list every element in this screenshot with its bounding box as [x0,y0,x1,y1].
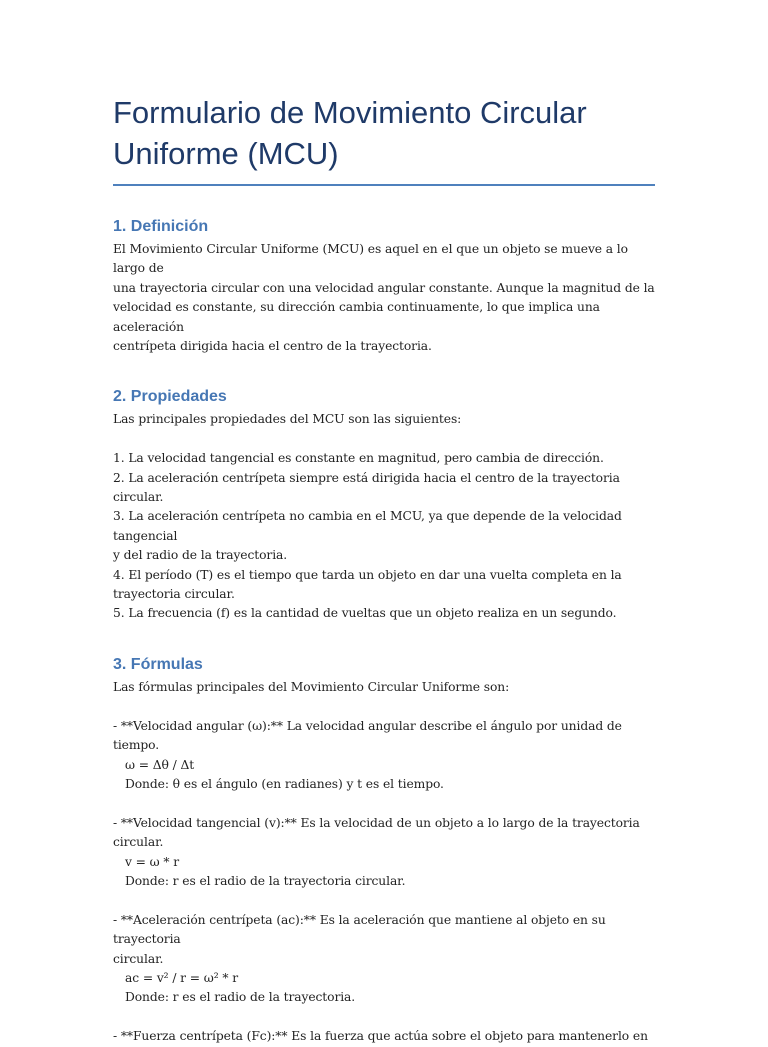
section-heading: 1. Definición [113,218,209,235]
section-definicion [113,216,655,356]
text-line: circular. [113,835,164,850]
formula-description [113,911,655,969]
formula-note: Donde: r es el radio de la trayectoria circular. [125,873,406,888]
text-line: centrípeta dirigida hacia el centro de la trayectoria. [113,339,432,354]
list-item: 1. La velocidad tangencial es constante en magnitud, pero cambia de dirección. [113,451,604,466]
list-item: 3. La aceleración centrípeta no cambia en el MCU, ya que depende de la velocidad tangencial [113,509,622,543]
section-propiedades [113,386,655,623]
title-line-1: Formulario de Movimiento Circular [113,95,587,130]
document-title [113,92,655,174]
formula-block-velocidad-tangencial [113,814,655,892]
section-intro: Las fórmulas principales del Movimiento Circular Uniforme son: [113,679,510,694]
formula-note: Donde: θ es el ángulo (en radianes) y t es el tiempo. [125,776,444,791]
formula-block-fuerza-centripeta [113,1027,655,1046]
properties-list [113,449,655,624]
formula-description: - **Fuerza centrípeta (Fc):** Es la fuerza que actúa sobre el objeto para mantenerlo en [113,1029,648,1044]
text-line: El Movimiento Circular Uniforme (MCU) es aquel en el que un objeto se mueve a lo largo de [113,242,628,276]
formula-expression: v = ω * r [125,854,180,869]
formula-expression: ω = Δθ / Δt [125,757,195,772]
section-heading: 2. Propiedades [113,388,227,406]
formula-description [113,814,655,853]
title-divider [113,184,655,186]
text-line: una trayectoria circular con una velocidad angular constante. Aunque la magnitud de la [113,280,655,295]
section-heading: 3. Fórmulas [113,655,203,673]
title-line-2: Uniforme (MCU) [113,136,339,171]
section-formulas [113,654,655,1047]
formula-description: - **Velocidad angular (ω):** La velocidad angular describe el ángulo por unidad de tiempo. [113,718,622,753]
list-item: y del radio de la trayectoria. [113,548,288,563]
text-line: velocidad es constante, su dirección cambia continuamente, lo que implica una aceleración [113,300,600,334]
text-line: - **Velocidad tangencial (v):** Es la velocidad de un objeto a lo largo de la trayectoria [113,815,640,830]
document-page [113,92,655,1047]
formula-expression: ac = v² / r = ω² * r [125,970,238,985]
list-item: 2. La aceleración centrípeta siempre está dirigida hacia el centro de la trayectoria circular. [113,470,620,505]
list-item: 4. El período (T) es el tiempo que tarda un objeto en dar una vuelta completa en la [113,567,622,582]
text-line: circular. [113,951,164,966]
formula-block-velocidad-angular [113,717,655,795]
list-item: trayectoria circular. [113,587,235,602]
section-intro: Las principales propiedades del MCU son las siguientes: [113,412,462,427]
formula-note: Donde: r es el radio de la trayectoria. [125,990,356,1005]
section-paragraph [113,240,655,356]
list-item: 5. La frecuencia (f) es la cantidad de vueltas que un objeto realiza en un segundo. [113,606,617,621]
text-line: - **Aceleración centrípeta (ac):** Es la aceleración que mantiene al objeto en su trayectoria [113,912,606,947]
formula-block-aceleracion-centripeta [113,911,655,1008]
